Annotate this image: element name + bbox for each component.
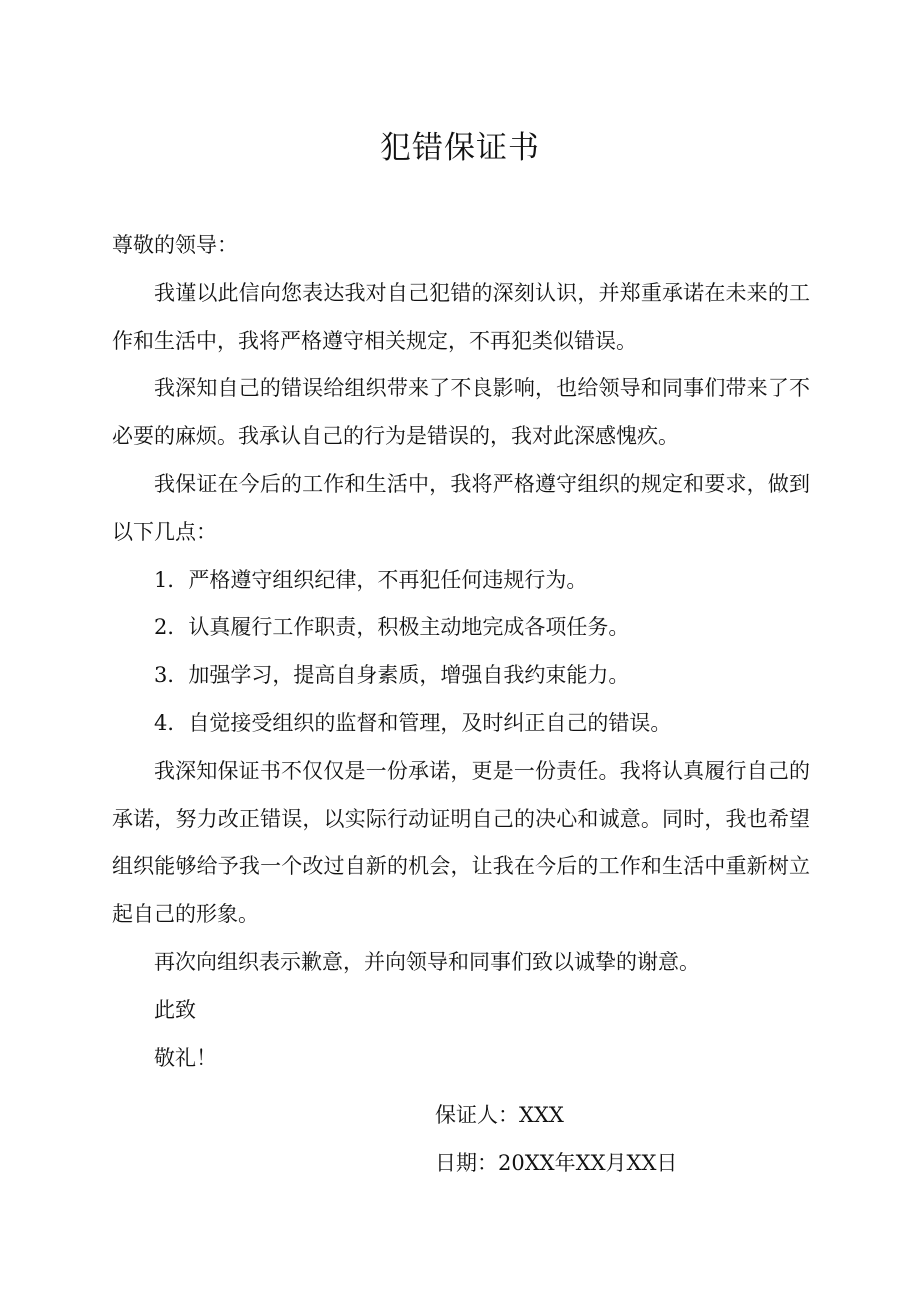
closing-salute: 此致	[154, 997, 196, 1022]
paragraph: 我深知自己的错误给组织带来了不良影响，也给领导和同事们带来了不必要的麻烦。我承认自己的行为是错误的，我对此深感愧疚。	[112, 376, 810, 449]
list-item: 2．认真履行工作职责，积极主动地完成各项任务。	[154, 615, 630, 640]
document-title: 犯错保证书	[380, 130, 540, 166]
salutation: 尊敬的领导：	[112, 233, 238, 257]
list-item: 3．加强学习，提高自身素质，增强自我约束能力。	[154, 663, 630, 688]
paragraph: 再次向组织表示歉意，并向领导和同事们致以诚挚的谢意。	[154, 949, 700, 974]
signature-block	[435, 1092, 677, 1188]
list-item: 4．自觉接受组织的监督和管理，及时纠正自己的错误。	[154, 710, 672, 735]
date-line: 日期：20XX年XX月XX日	[435, 1150, 678, 1175]
document-body	[112, 222, 810, 1082]
paragraph: 我深知保证书不仅仅是一份承诺，更是一份责任。我将认真履行自己的承诺，努力改正错误，以实际行动证明自己的决心和诚意。同时，我也希望组织能够给予我一个改过自新的机会，让我在今后的工作和生活中重新树立起自己的形象。	[112, 758, 810, 927]
guarantor-line: 保证人：XXX	[435, 1103, 564, 1127]
closing-regards: 敬礼！	[154, 1045, 217, 1070]
paragraph: 我保证在今后的工作和生活中，我将严格遵守组织的规定和要求，做到以下几点：	[112, 471, 810, 544]
list-item: 1．严格遵守组织纪律，不再犯任何违规行为。	[154, 567, 588, 592]
paragraph: 我谨以此信向您表达我对自己犯错的深刻认识，并郑重承诺在未来的工作和生活中，我将严格遵守相关规定，不再犯类似错误。	[112, 280, 810, 353]
